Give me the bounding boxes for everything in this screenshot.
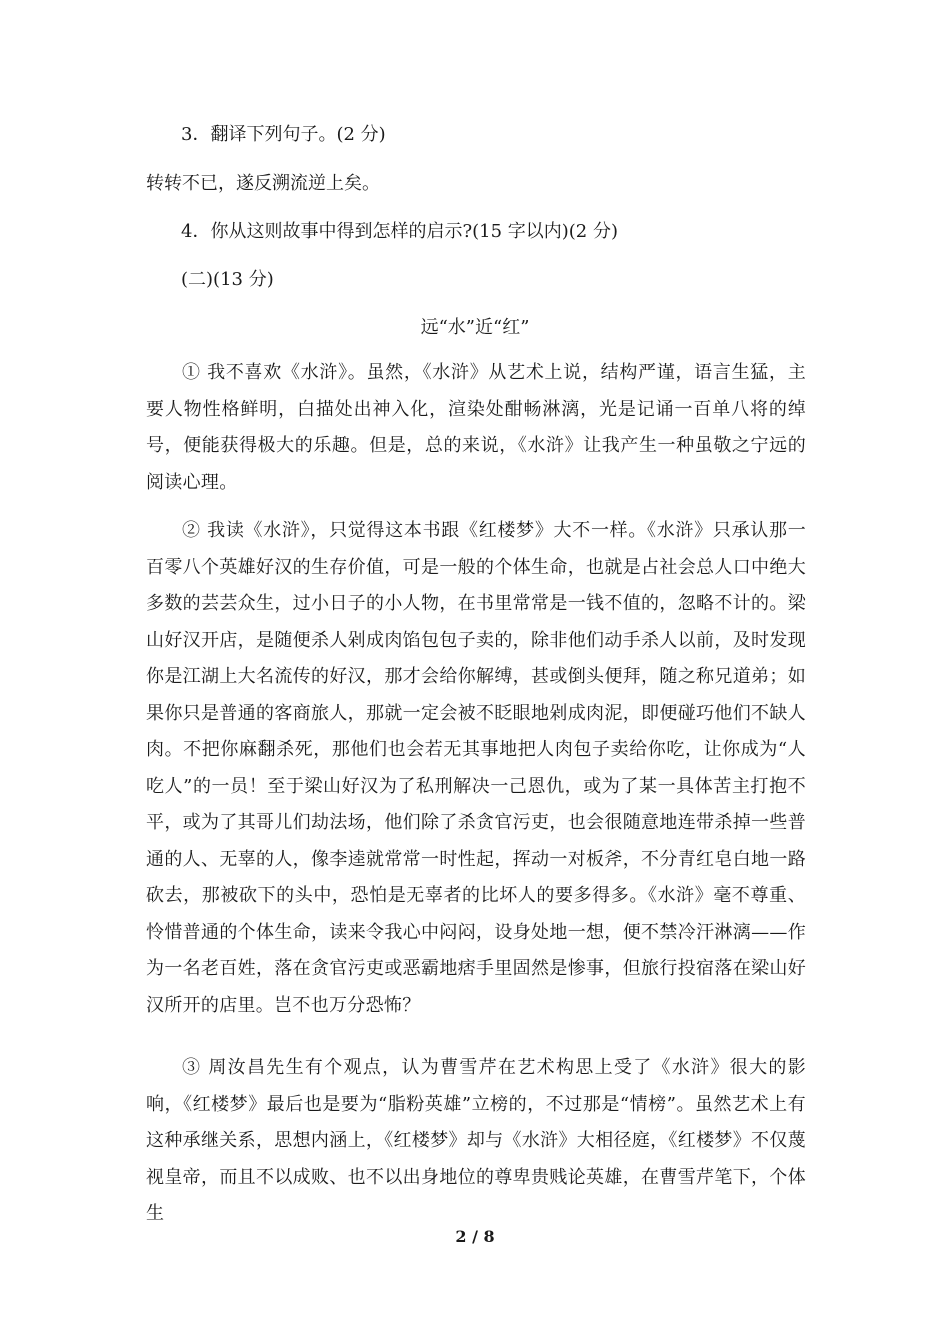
question-4: 4．你从这则故事中得到怎样的启示?(15 字以内)(2 分): [181, 221, 618, 242]
translation-sentence: 转转不已，遂反溯流逆上矣。: [146, 173, 380, 194]
page-number: 2 / 8: [455, 1227, 495, 1246]
paragraph-3: ③ 周汝昌先生有个观点，认为曹雪芹在艺术构思上受了《水浒》很大的影响，《红楼梦》最后也是要为“脂粉英雄”立榜的，不过那是“情榜”。虽然艺术上有这种承继关系，思想内涵上，《红楼梦》却与《水浒》大相径庭，《红楼梦》不仅蔑视皇帝，而且不以成败、也不以出身地位的尊卑贵贱论英雄，在曹雪芹笔下，个体生: [146, 1057, 806, 1224]
paragraph-1: ① 我不喜欢《水浒》。虽然，《水浒》从艺术上说，结构严谨，语言生猛，主要人物性格鲜明，白描处出神入化，渲染处酣畅淋漓，光是记诵一百单八将的绰号，便能获得极大的乐趣。但是，总的来说，《水浒》让我产生一种虽敬之宁远的阅读心理。: [146, 362, 806, 493]
section-heading: (二)(13 分): [181, 269, 274, 290]
paragraph-2: ② 我读《水浒》，只觉得这本书跟《红楼梦》大不一样。《水浒》只承认那一百零八个英雄好汉的生存价值，可是一般的个体生命，也就是占社会总人口中绝大多数的芸芸众生，过小日子的小人物，在书里常常是一钱不值的，忽略不计的。梁山好汉开店，是随便杀人剁成肉馅包包子卖的，除非他们动手杀人以前，及时发现你是江湖上大名流传的好汉，那才会给你解缚，甚或倒头便拜，随之称兄道弟；如果你只是普通的客商旅人，那就一定会被不眨眼地剁成肉泥，即便碰巧他们不缺人肉。不把你麻翻杀死，那他们也会若无其事地把人肉包子卖给你吃，让你成为“人吃人”的一员！至于梁山好汉为了私刑解决一己恩仇，或为了某一具体苦主打抱不平，或为了其哥儿们劫法场，他们除了杀贪官污吏，也会很随意地连带杀掉一些普通的人、无辜的人，像李逵就常常一时性起，挥动一对板斧，不分青红皂白地一路砍去，那被砍下的头中，恐怕是无辜者的比坏人的要多得多。《水浒》毫不尊重、怜惜普通的个体生命，读来令我心中闷闷，设身处地一想，便不禁冷汗淋漓——作为一名老百姓，落在贪官污吏或恶霸地痞手里固然是惨事，但旅行投宿落在梁山好汉所开的店里。岂不也万分恐怖？: [146, 520, 806, 1016]
question-3: 3．翻译下列句子。(2 分): [181, 124, 386, 145]
article-title: 远“水”近“红”: [420, 317, 530, 338]
